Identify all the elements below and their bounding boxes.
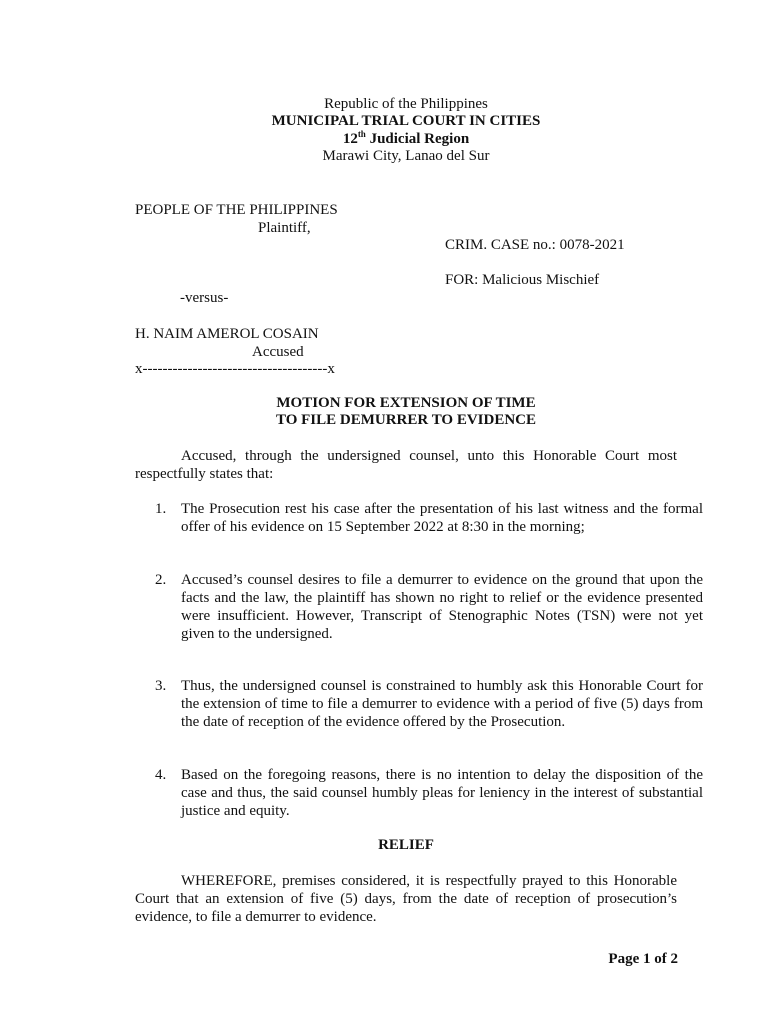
list-item-number: 2. [155,572,167,588]
motion-title-line-2: TO FILE DEMURRER TO EVIDENCE [275,412,537,428]
header-region [0,130,768,148]
case-offense: FOR: Malicious Mischief [445,272,600,288]
region-label: Judicial Region [365,131,470,147]
plaintiff-role: Plaintiff, [258,220,311,236]
region-number: 12 [342,131,358,147]
caption-divider: x-------------------------------------x [135,361,335,377]
list-item-number: 3. [155,678,167,694]
list-item-text: Accused’s counsel desires to file a demurrer to evidence on the ground that upon the facts and the law, the plaintiff has shown no right to relief or the evidence presented were insufficient. However, Transcript of Stenographic Notes (TSN) were not yet given to the undersigned. [181,572,703,642]
list-item [155,571,703,643]
list-item [155,677,703,731]
list-item-text: Thus, the undersigned counsel is constrained to humbly ask this Honorable Court for the extension of time to file a demurrer to evidence with a period of five (5) days from the date of reception of the evidence offered by the Prosecution. [181,678,703,730]
header-republic: Republic of the Philippines [324,96,488,112]
intro-paragraph: Accused, through the undersigned counsel, unto this Honorable Court most respectfully states that: [135,448,677,482]
relief-heading: RELIEF [378,837,434,853]
versus-label: -versus- [180,290,229,306]
accused-name: H. NAIM AMEROL COSAIN [135,326,319,342]
plaintiff-name: PEOPLE OF THE PHILIPPINES [135,202,338,218]
accused-role: Accused [252,344,304,360]
list-item [155,500,703,536]
header-location: Marawi City, Lanao del Sur [322,148,490,164]
list-item-number: 4. [155,767,167,783]
list-item-text: The Prosecution rest his case after the presentation of his last witness and the formal offer of his evidence on 15 September 2022 at 8:30 in the morning; [181,501,703,535]
region-suffix: th [357,129,366,139]
motion-title-line-1: MOTION FOR EXTENSION OF TIME [276,395,536,411]
page-number: Page 1 of 2 [608,951,678,967]
wherefore-paragraph: WHEREFORE, premises considered, it is respectfully prayed to this Honorable Court that an extension of five (5) days, from the date of reception of prosecution’s evidence, to file a demurrer to evidence. [135,873,677,925]
header-court: MUNICIPAL TRIAL COURT IN CITIES [271,113,541,129]
list-item [155,766,703,820]
case-number: CRIM. CASE no.: 0078-2021 [445,237,625,253]
list-item-text: Based on the foregoing reasons, there is no intention to delay the disposition of the case and thus, the said counsel humbly pleas for leniency in the interest of substantial justice and equity. [181,767,703,819]
list-item-number: 1. [155,501,167,517]
